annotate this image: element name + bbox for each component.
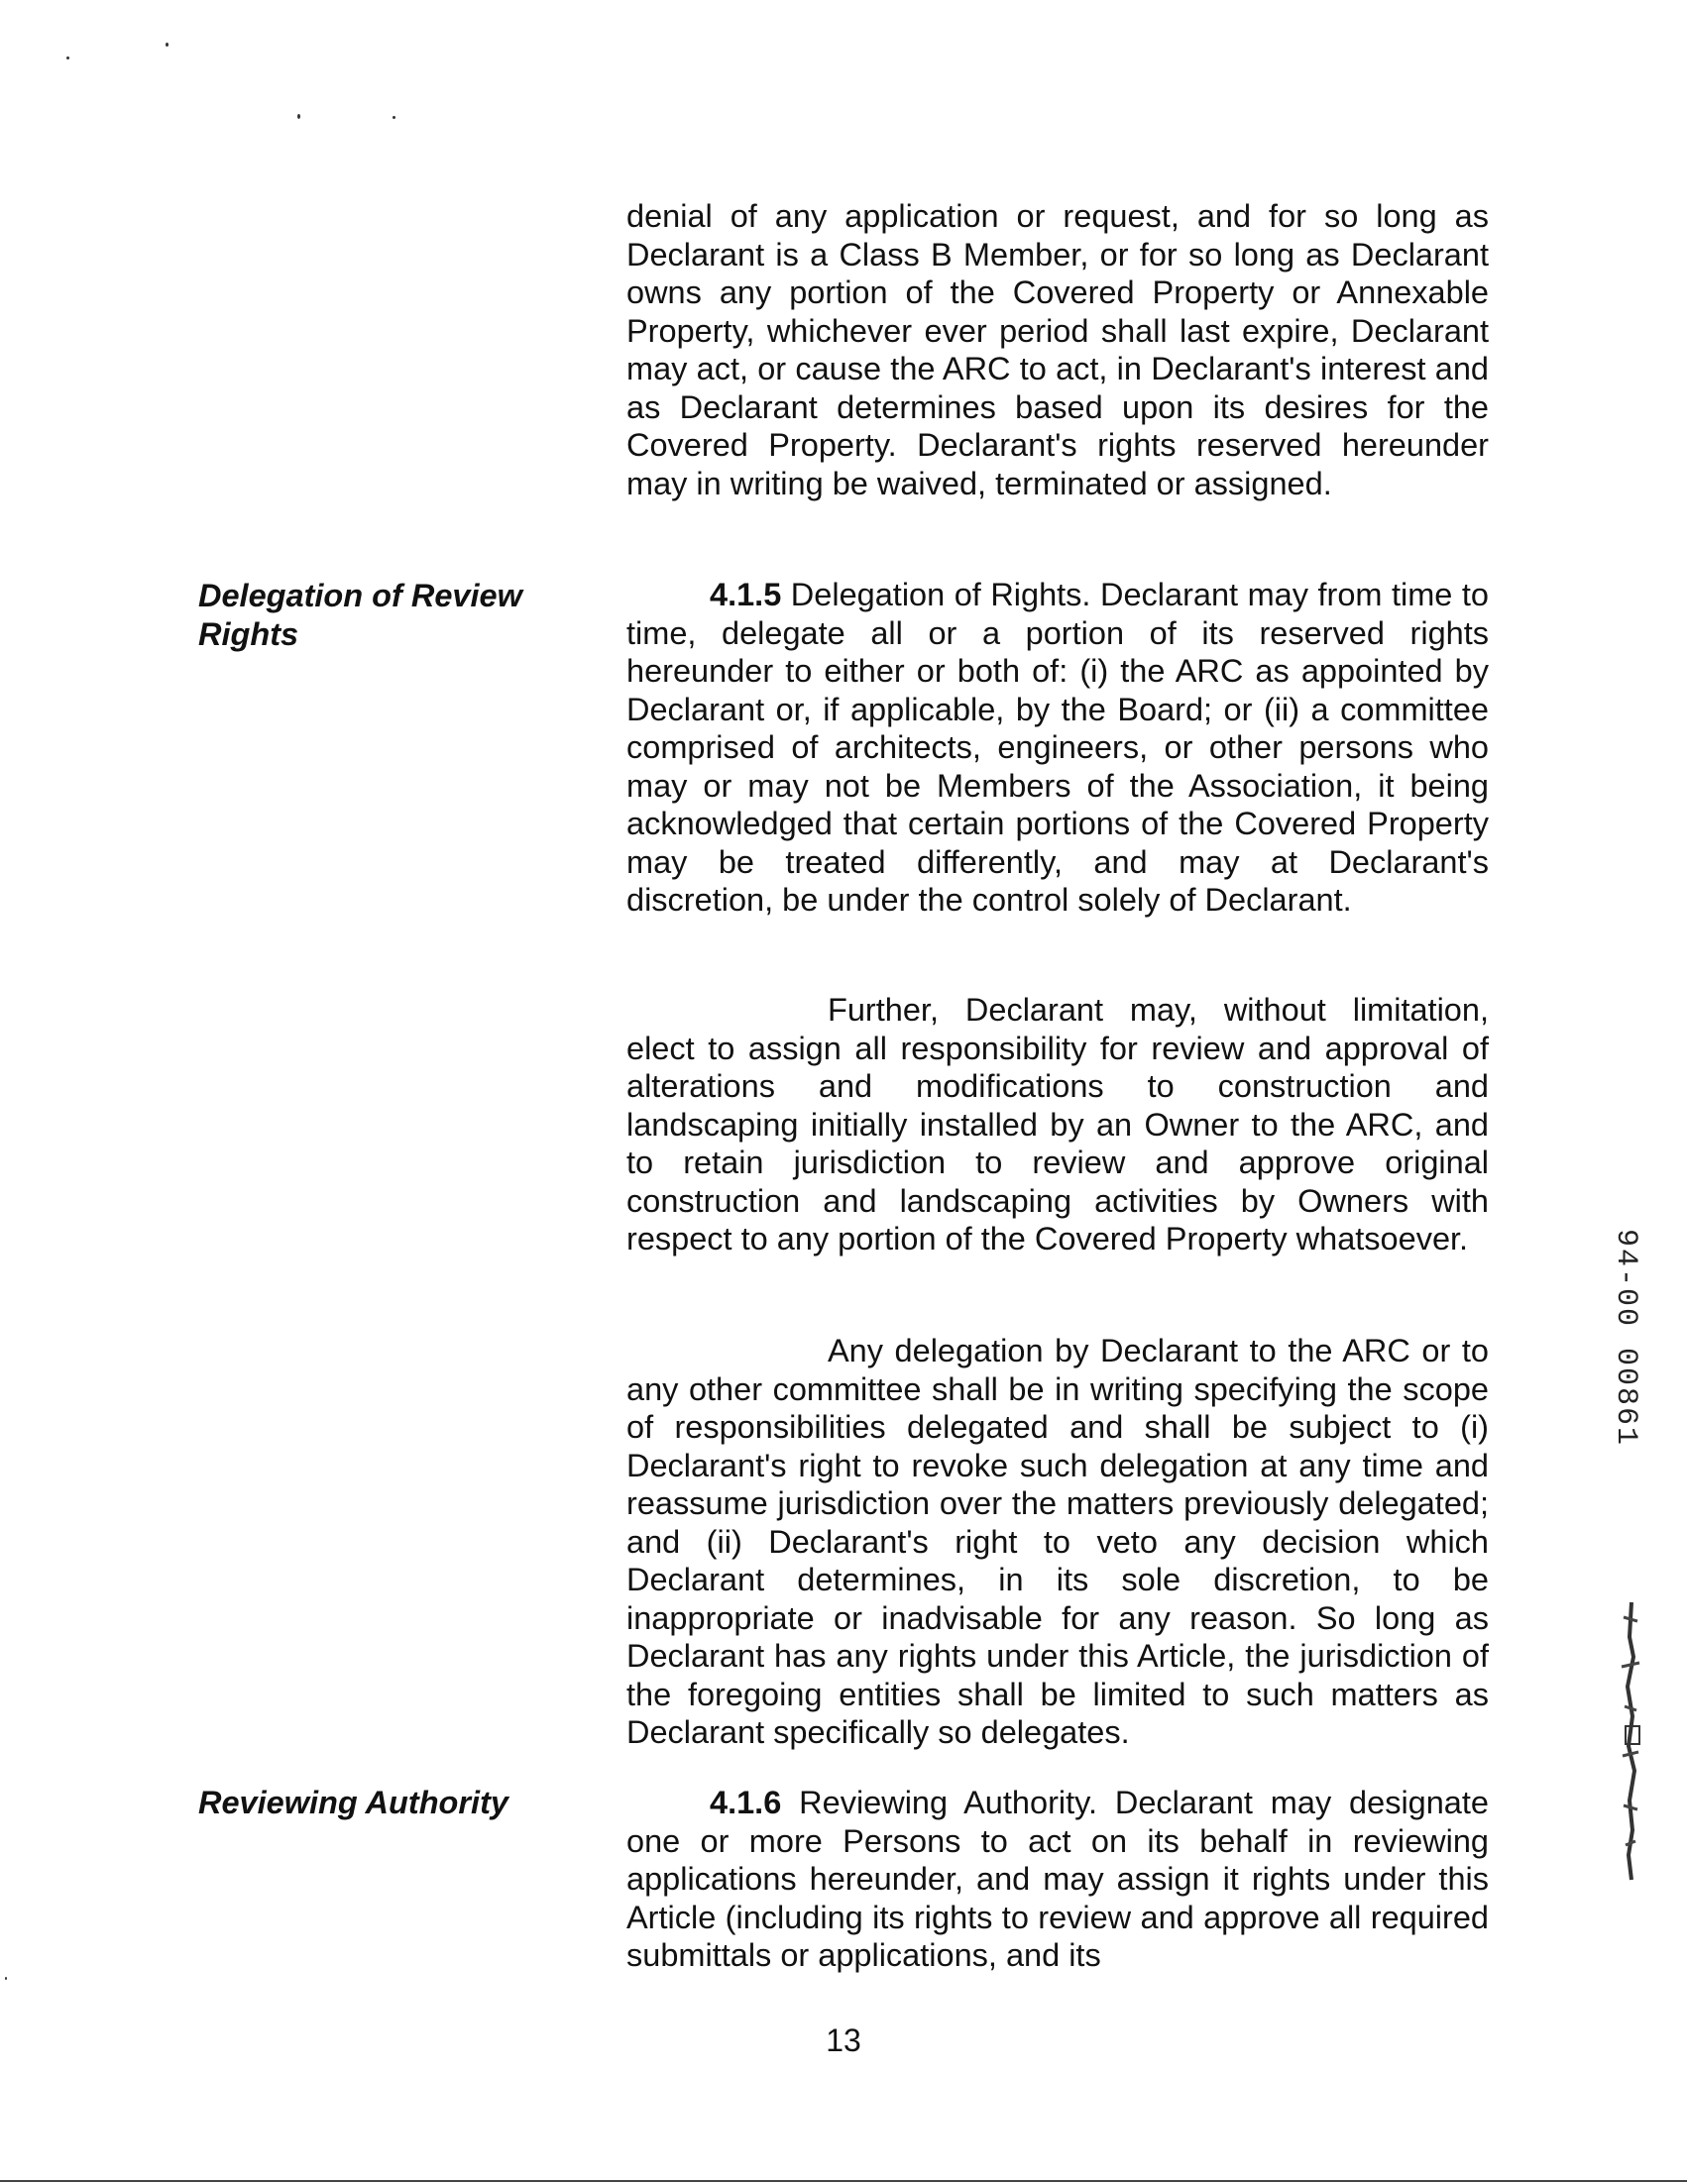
continuation-paragraph: denial of any application or request, and for so long as Declarant is a Class B Member, or for so long as Declarant owns any portion of the Covered Property or Annexable Property, whichever ever period shall last expire, Declarant may act, or cause the ARC to act, in Declarant's interest and as Declarant determines based upon its desires for the Covered Property. Declarant's rights reserved hereunder may in writing be waived, terminated or assigned. [626,198,1489,501]
section-number: 4.1.5 [710,577,782,612]
side-heading-reviewing: Reviewing Authority [198,1785,508,1820]
section-4-1-5-paragraph [626,576,1489,920]
section-4-1-6-paragraph [626,1784,1489,1975]
side-heading-delegation: Delegation of Review Rights [198,578,522,652]
section-number: 4.1.6 [710,1785,782,1820]
scan-speck [393,116,395,119]
scan-speck [66,56,69,59]
page-number: 13 [826,2022,861,2058]
scan-speck [166,43,169,47]
page-bottom-edge [0,2180,1687,2182]
recording-stamp: 94-00 00861 [1609,1228,1642,1448]
further-paragraph: Further, Declarant may, without limitation, elect to assign all responsibility for review and approval of alterations and modifications to construction and landscaping initially installed by an Owner to the ARC, and to retain jurisdiction to review and approve original construction and landscaping activities by Owners with respect to any portion of the Covered Property whatsoever. [626,992,1489,1256]
any-delegation-paragraph: Any delegation by Declarant to the ARC or to any other committee shall be in writing specifying the scope of responsibilities delegated and shall be subject to (i) Declarant's right to revoke such delegation at any time and reassume jurisdiction over the matters previously delegated; and (ii) Declarant's right to veto any decision which Declarant determines, in its sole discretion, to be inappropriate or inadvisable for any reason. So long as Declarant has any rights under this Article, the jurisdiction of the foregoing entities shall be limited to such matters as Declarant specifically so delegates. [626,1333,1489,1750]
margin-stamp-mark [1606,1597,1655,1885]
section-text: Reviewing Authority. Declarant may designate one or more Persons to act on its behalf in reviewing applications hereunder, and may assign it rights under this Article (including its rights to review and approve all required submittals or applications, and its [626,1785,1489,1973]
scan-speck [297,114,300,119]
scan-speck [5,1977,7,1980]
section-text: Delegation of Rights. Declarant may from time to time, delegate all or a portion of its reserved rights hereunder to either or both of: (i) the ARC as appointed by Declarant or, if applicable, by the Board; or (ii) a committee comprised of architects, engineers, or other persons who may or may not be Members of the Association, it being acknowledged that certain portions of the Covered Property may be treated differently, and may at Declarant's discretion, be under the control solely of Declarant. [626,577,1489,918]
